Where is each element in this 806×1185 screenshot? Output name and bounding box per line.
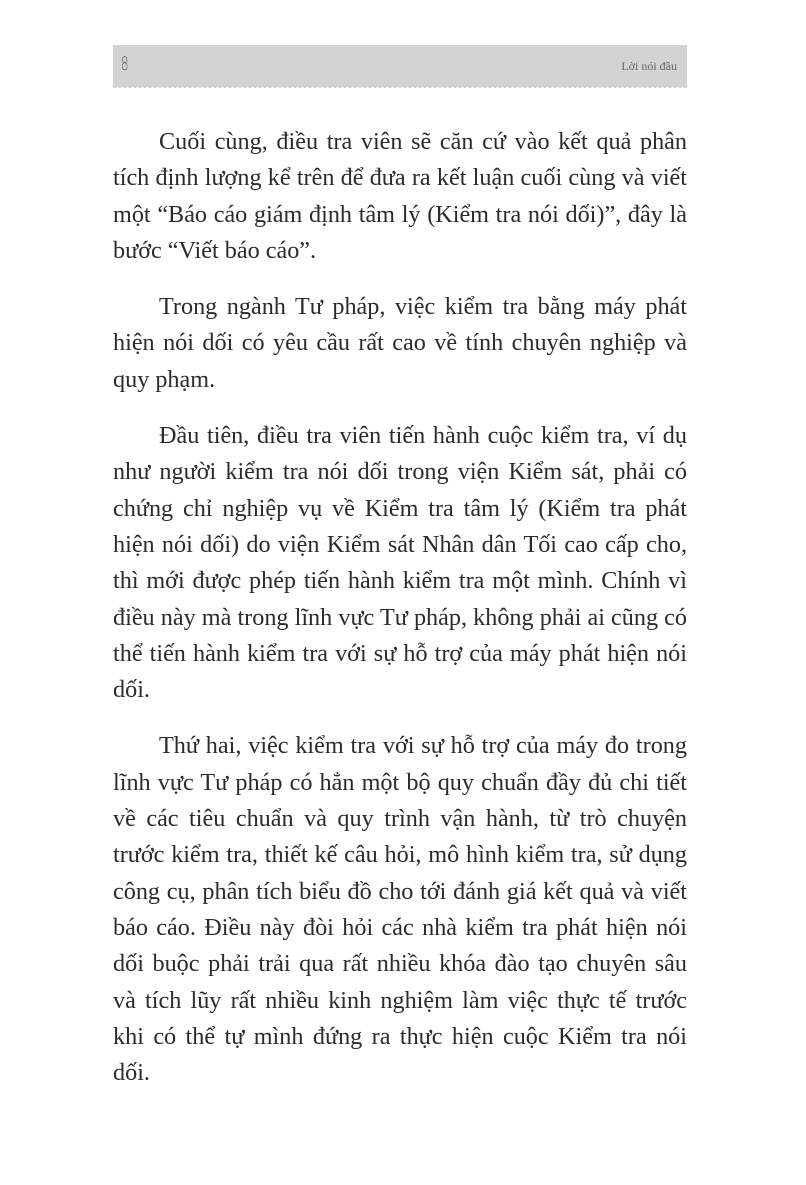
page-number: 8 — [121, 53, 129, 75]
paragraph: Cuối cùng, điều tra viên sẽ căn cứ vào kết quả phân tích định lượng kể trên để đưa ra kết luận cuối cùng và viết một “Báo cáo giám định tâm lý (Kiểm tra nói dối)”, đây là bước “Viết báo cáo”. — [113, 128, 687, 264]
paragraph: Trong ngành Tư pháp, việc kiểm tra bằng máy phát hiện nói dối có yêu cầu rất cao về tính chuyên nghiệp và quy phạm. — [113, 293, 687, 393]
paragraph: Đầu tiên, điều tra viên tiến hành cuộc kiểm tra, ví dụ như người kiểm tra nói dối trong viện Kiểm sát, phải có chứng chỉ nghiệp vụ về Kiểm tra tâm lý (Kiểm tra phát hiện nói dối) do viện Kiểm sát Nhân dân Tối cao cấp cho, thì mới được phép tiến hành kiểm tra một mình. Chính vì điều này mà trong lĩnh vực Tư pháp, không phải ai cũng có thể tiến hành kiểm tra với sự hỗ trợ của máy phát hiện nói dối. — [113, 422, 687, 704]
running-header — [113, 45, 687, 87]
running-title: Lời nói đầu — [621, 59, 677, 73]
paragraph: Thứ hai, việc kiểm tra với sự hỗ trợ của máy đo trong lĩnh vực Tư pháp có hẳn một bộ quy chuẩn đầy đủ chi tiết về các tiêu chuẩn và quy trình vận hành, từ trò chuyện trước kiểm tra, thiết kế câu hỏi, mô hình kiểm tra, sử dụng công cụ, phân tích biểu đồ cho tới đánh giá kết quả và viết báo cáo. Điều này đòi hỏi các nhà kiểm tra phát hiện nói dối buộc phải trải qua rất nhiều khóa đào tạo chuyên sâu và tích lũy rất nhiều kinh nghiệm làm việc thực tế trước khi có thể tự mình đứng ra thực hiện cuộc Kiểm tra nói dối. — [113, 732, 687, 1087]
body-text — [113, 124, 687, 1111]
